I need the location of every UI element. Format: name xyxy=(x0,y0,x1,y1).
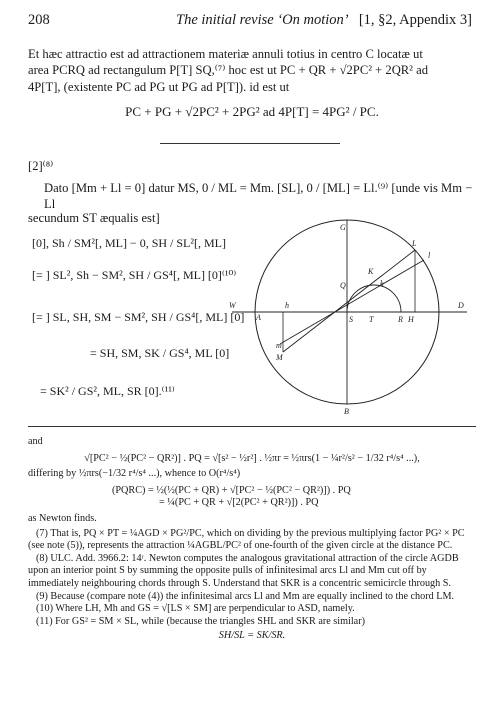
equation-step-1: [0], Sh / SM²[, ML] − 0, SH / SL²[, ML] xyxy=(32,236,226,250)
page-header xyxy=(28,12,472,32)
label-K: K xyxy=(368,267,374,276)
series-equation: √[PC² − ½(PC² − QR²)] . PQ = √[s² − ½r²] . ½πr = ½πrs(1 − ¼r²/s² − 1/32 r⁴/s⁴ ...), xyxy=(84,452,420,464)
running-title: The initial revise ‘On motion’ xyxy=(176,12,349,28)
para-line-2: area PCRQ ad rectangulum P[T] SQ,⁽⁷⁾ hoc est ut PC + QR + √2PC² + 2QR² ad xyxy=(28,63,428,78)
note-7: (7) That is, PQ × PT = ¼AGD × PG²/PC, which on dividing by the previous multiplying factor PG² × PC (see note (5)), represents the attraction ¼AGBL/PC² of one-fourth of the given circle at the distance PC. xyxy=(28,527,465,552)
differing-line: differing by ½πrs(−1/32 r⁴/s⁴ ...), whence to O(r⁴/s⁴) xyxy=(28,468,241,480)
label-B: B xyxy=(344,407,349,416)
secundum-line: secundum ST æqualis est] xyxy=(28,211,160,225)
equation-step-3: [= ] SL, SH, SM − SM², SH / GS⁴[, ML] [0] xyxy=(32,310,245,324)
final-ratio: SH/SL = SK/SR. xyxy=(218,630,286,642)
circle-diagram xyxy=(229,222,482,418)
para-line-1: Et hæc attractio est ad attractionem materiæ annuli totius in centro C locatæ ut xyxy=(28,47,423,61)
as-newton-finds: as Newton finds. xyxy=(28,512,97,524)
note-8: (8) ULC. Add. 3966.2: 14ʳ. Newton computes the analogous gravitational attraction of the circle AGDB upon an interior point S by summing the opposite pulls of infinitesimal arcs Ll and Mm cut off by immediately neighbouring chords through S. Understand that SKR is a concentric semicircle through S. xyxy=(28,552,459,589)
equation-step-5: = SK² / GS², ML, SR [0].⁽¹¹⁾ xyxy=(40,384,175,398)
chord-lm xyxy=(283,250,415,352)
section-tag: [2]⁽⁸⁾ xyxy=(28,159,54,173)
equation-step-2: [= ] SL², Sh − SM², SH / GS⁴[, ML] [0]⁽¹⁰⁾ xyxy=(32,268,237,282)
page-number: 208 xyxy=(28,12,50,28)
note-9: (9) Because (compare note (4)) the infinitesimal arcs Ll and Mm are equally inclined to the chord LM. xyxy=(36,590,455,602)
label-g: G xyxy=(340,223,346,232)
latin-paragraph xyxy=(28,46,476,95)
footnote-divider xyxy=(28,426,476,427)
dato-line: Dato [Mm + Ll = 0] datur MS, 0 / ML = Mm. [SL], 0 / [ML] = Ll.⁽⁹⁾ [unde vis Mm − Ll xyxy=(44,181,473,212)
pqrc-line-1: (PQRC) = ½(½(PC + QR) + √[PC² − ½(PC² − QR²)]) . PQ xyxy=(112,484,351,496)
note-11: (11) For GS² = SM × SL, while (because the triangles SHL and SKR are similar) xyxy=(36,615,365,627)
pqrc-line-2: = ¼(PC + QR + √[2(PC² + QR²)]) . PQ xyxy=(159,497,319,509)
attraction-formula: PC + PG + √2PC² + 2PG² ad 4P[T] = 4PG² / PC. xyxy=(125,104,379,119)
label-A: A xyxy=(256,313,261,322)
label-Q: Q xyxy=(340,281,346,290)
section-divider xyxy=(160,143,340,144)
label-m: m xyxy=(276,341,282,350)
and-line: and xyxy=(28,436,43,447)
label-h: h xyxy=(285,301,289,310)
label-M: M xyxy=(276,353,283,362)
label-H: H xyxy=(408,315,414,324)
equation-step-4: = SH, SM, SK / GS⁴, ML [0] xyxy=(90,346,230,360)
label-S: S xyxy=(349,315,353,324)
label-l: l xyxy=(428,251,431,260)
editorial-notes xyxy=(28,436,476,643)
section-reference: [1, §2, Appendix 3] xyxy=(358,12,472,28)
label-R: R xyxy=(398,315,403,324)
chord-lm-neighbour xyxy=(280,260,424,344)
label-W: W xyxy=(229,301,236,310)
label-D: D xyxy=(458,301,464,310)
para-line-3: 4P[T], (existente PC ad PG ut PG ad P[T]). id est ut xyxy=(28,79,290,94)
label-T: T xyxy=(369,315,374,324)
note-10: (10) Where LH, Mh and GS = √[LS × SM] are perpendicular to ASD, namely. xyxy=(36,603,355,615)
label-L: L xyxy=(412,239,417,248)
label-k: k xyxy=(380,279,384,288)
